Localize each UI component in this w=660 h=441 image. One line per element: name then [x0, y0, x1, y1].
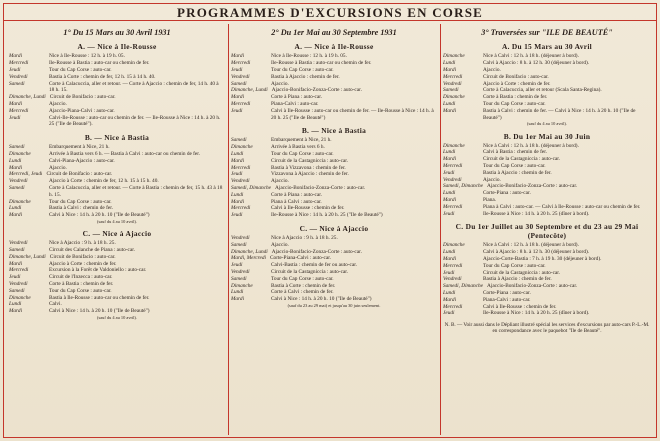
itinerary-text: Calvi à Nice : 14 h. à 20 h. 10 ("Ile de Beauté"): [49, 308, 150, 315]
day-label: Dimanche: [443, 242, 465, 249]
itinerary-row: [9, 165, 225, 172]
day-label: Dimanche: [443, 94, 465, 101]
itinerary-text: Corte à Bastia : chemin de fer.: [483, 94, 548, 101]
day-label: Lundi: [443, 190, 456, 197]
itinerary-text: Ajaccio à Corte : chemin de fer.: [49, 260, 117, 267]
itinerary-text: Ile-Rousse à Bastia : auto-car ou chemin de fer.: [271, 60, 372, 67]
itinerary-text: Piana-Calvi : auto-car.: [271, 101, 319, 107]
day-label: Jeudi: [443, 310, 455, 317]
route-note: (sauf du 23 au 29 mai) et jusqu'au 30 juin seulement.: [287, 302, 381, 308]
day-label: Vendredi: [443, 80, 462, 87]
itinerary-row: [231, 235, 437, 242]
itinerary-text: Vizzavona à Ajaccio : chemin de fer.: [271, 171, 349, 178]
itinerary-text: Calvi.: [49, 301, 62, 308]
itinerary-row: [231, 249, 437, 256]
itinerary-text: Piana à Calvi : auto-car.: [271, 198, 322, 205]
itinerary-text: Ajaccio-Corte-Bastia : 7 h. à 19 h. 30 (déjeuner à bord).: [483, 255, 602, 262]
day-label: Mercredi: [9, 267, 29, 274]
itinerary-text: Tour du Cap Corse : auto-car.: [483, 262, 546, 269]
day-label: Dimanche: [9, 294, 31, 301]
itinerary-row: [443, 87, 651, 94]
itinerary-row: [9, 247, 225, 254]
day-label: Mardi: [231, 198, 245, 205]
itinerary-text: Ajaccio.: [271, 80, 289, 87]
day-label: Vendredi: [231, 234, 250, 241]
itinerary-text: Piana-Calvi : auto-car.: [483, 296, 531, 303]
column-heading: 2° Du 1er Mai au 30 Septembre 1931: [271, 28, 397, 37]
day-label: Mercredi: [231, 60, 251, 67]
itinerary-text: Circuit de Bonifacio : auto-car.: [483, 73, 549, 80]
itinerary-text: Circuit de l'Inzecca : auto-car.: [49, 274, 113, 281]
day-label: Mardi: [231, 94, 245, 101]
day-label: Mardi: [9, 260, 23, 267]
itinerary-row: [443, 67, 651, 74]
day-label: Jeudi: [9, 114, 21, 121]
day-label: Lundi: [231, 191, 244, 198]
itinerary-text: Calvi à Bastia : chemin de fer.: [483, 149, 547, 156]
itinerary-text: Nice à Calvi : 12 h. à 18 h. (déjeuner à bord).: [483, 242, 579, 249]
itinerary-text: Tour du Cap Corse : auto-car.: [483, 101, 546, 107]
itinerary-text: Nice à Ajaccio : 9 h. à 18 h. 25.: [271, 234, 338, 241]
day-label: Mardi, Mercredi: [231, 255, 267, 262]
itinerary-text: Tour du Cap Corse : auto-car.: [271, 150, 334, 157]
itinerary-row: [231, 60, 437, 67]
day-label: Mardi: [443, 196, 457, 203]
itinerary-row: [9, 288, 225, 295]
itinerary-text: Circuit de la Castagniccia : auto-car.: [483, 269, 561, 276]
itinerary-row: [231, 185, 437, 192]
day-label: Samedi: [9, 144, 25, 151]
day-label: Mardi: [9, 212, 23, 219]
day-label: Dimanche: [231, 282, 253, 289]
itinerary-text: Corte-Piana-Calvi : auto-car.: [270, 255, 332, 262]
itinerary-text: Circuit de Bonifacio : auto-car.: [49, 94, 116, 101]
itinerary-row: [443, 101, 651, 108]
route-heading: B. — Nice à Bastia: [84, 133, 150, 143]
itinerary-row: [9, 115, 225, 129]
itinerary-row: [9, 74, 225, 81]
itinerary-row: [443, 197, 651, 204]
day-label: Vendredi: [443, 276, 462, 283]
itinerary-row: [9, 81, 225, 95]
day-label: Jeudi: [231, 67, 243, 74]
itinerary-row: [443, 183, 651, 190]
day-label: Jeudi: [231, 107, 243, 114]
day-label: Samedi: [231, 275, 247, 282]
itinerary-row: [443, 190, 651, 197]
day-label: Dimanche: [443, 53, 465, 60]
itinerary-text: Nice à Calvi : 12 h. à 18 h. (déjeuner à bord).: [483, 142, 579, 149]
itinerary-row: [231, 87, 437, 94]
day-label: Mardi: [443, 156, 457, 163]
itinerary-row: [9, 101, 225, 108]
itinerary-row: [443, 211, 651, 218]
day-label: Vendredi: [231, 268, 250, 275]
itinerary-text: Ajaccio-Bonifacio-Zonza-Corte : auto-car.: [275, 184, 366, 191]
itinerary-text: Tour du Cap Corse : auto-car.: [49, 67, 112, 74]
itinerary-text: Tour du Cap Corse : auto-car.: [49, 198, 112, 205]
route-heading: B. Du 1er Mai au 30 Juin: [503, 131, 591, 141]
itinerary-row: [231, 108, 437, 122]
itinerary-text: Ajaccio.: [271, 178, 289, 185]
itinerary-text: Nice à Ajaccio : 9 h. à 18 h. 25.: [49, 240, 116, 247]
itinerary-row: [9, 144, 225, 151]
itinerary-row: [443, 94, 651, 101]
route-heading: C. — Nice à Ajaccio: [299, 223, 369, 233]
day-label: Mardi: [9, 101, 23, 107]
day-label: Samedi: [231, 241, 247, 248]
itinerary-text: Excursion à la Forêt de Valdoniello : auto-car.: [49, 267, 147, 274]
itinerary-row: [443, 163, 651, 170]
day-label: Jeudi: [231, 171, 243, 178]
day-label: Mercredi: [443, 303, 463, 310]
day-label: Mercredi: [443, 73, 463, 80]
day-label: Mercredi: [9, 107, 29, 114]
day-label: Dimanche: [9, 198, 31, 205]
itinerary-row: [443, 156, 651, 163]
column-heading: 3° Traversées sur "ILE DE BEAUTÉ": [481, 28, 613, 37]
day-label: Dimanche, Lundi: [231, 248, 268, 255]
itinerary-row: [9, 274, 225, 281]
itinerary-text: Ile-Rousse à Nice : 14 h. à 20 h. 25 ("Ile de Beauté"): [271, 212, 383, 219]
columns: [6, 24, 654, 435]
day-label: Dimanche, Lundi: [9, 94, 46, 101]
itinerary-text: Nice à Ile-Rousse : 12 h. à 19 h. 05.: [271, 53, 347, 60]
itinerary-row: [231, 283, 437, 290]
day-label: Vendredi: [231, 73, 250, 80]
itinerary-row: [9, 240, 225, 247]
itinerary-text: Circuit des Calanche de Piana : auto-car.: [49, 246, 136, 253]
day-label: Mercredi: [231, 164, 251, 171]
itinerary-text: Arrivée à Bastia vers 6 h.: [271, 144, 325, 151]
day-label: Mardi: [443, 296, 457, 303]
itinerary-text: Ajaccio-Bonifacio-Zonza-Corte : auto-car.: [271, 87, 362, 94]
itinerary-text: Ajaccio à Corte : chemin de fer, 12 h. 15 à 15 h. 40.: [49, 178, 159, 185]
day-label: Mardi: [443, 255, 457, 262]
day-label: Mercredi: [9, 60, 29, 67]
day-label: Lundi: [443, 60, 456, 67]
itinerary-row: [443, 149, 651, 156]
itinerary-text: Calvi à Ajaccio : 8 h. à 12 h. 30 (déjeuner à bord).: [483, 249, 590, 256]
itinerary-text: Ajaccio à Corte : chemin de fer.: [483, 80, 551, 87]
itinerary-row: [231, 101, 437, 108]
footnote: N. B. — Voir aussi dans le Dépliant illustré spécial les services d'excursions par auto-cars P.-L.-M. en correspondance avec le paquebot "Ile de Beauté".: [444, 322, 650, 335]
itinerary-row: [9, 94, 225, 101]
itinerary-text: Embarquement à Nice, 21 h.: [271, 137, 332, 144]
day-label: Vendredi: [9, 280, 28, 287]
column-1: [6, 24, 228, 435]
day-label: Lundi: [443, 249, 456, 256]
itinerary-text: Ajaccio.: [483, 176, 501, 183]
route-heading: A. Du 15 Mars au 30 Avril: [501, 42, 593, 52]
day-label: Dimanche, Lundi: [231, 87, 268, 94]
day-label: Dimanche: [231, 144, 253, 151]
itinerary-row: [9, 267, 225, 274]
column-3: [440, 24, 654, 435]
itinerary-text: Bastia à Ajaccio : chemin de fer.: [271, 73, 340, 80]
day-label: Samedi: [231, 80, 247, 87]
day-label: Jeudi: [231, 212, 243, 219]
day-label: Mardi: [9, 164, 23, 171]
itinerary-row: [231, 212, 437, 219]
itinerary-text: Corte-Piana : auto-car.: [483, 190, 531, 197]
column-2: [228, 24, 440, 435]
itinerary-text: Calvi à Ile-Rousse : chemin de fer.: [483, 303, 557, 310]
itinerary-text: Corte à Bastia : chemin de fer.: [49, 280, 114, 287]
itinerary-text: Nice à Calvi : 12 h. à 18 h. (déjeuner à bord).: [483, 53, 579, 60]
itinerary-text: Calvi à Ile-Rousse : chemin de fer.: [271, 205, 345, 212]
itinerary-row: [443, 310, 651, 317]
itinerary-row: [443, 290, 651, 297]
day-label: Jeudi: [231, 262, 243, 269]
day-label: Dimanche: [9, 150, 31, 157]
itinerary-text: Corte-Piana : auto-car.: [483, 289, 531, 296]
itinerary-row: [9, 295, 225, 302]
itinerary-text: Nice à Ile-Rousse : 12 h. à 19 h. 05.: [49, 53, 125, 60]
day-label: Lundi: [9, 301, 22, 308]
itinerary-text: Ajaccio.: [483, 67, 501, 74]
itinerary-row: [9, 108, 225, 115]
day-label: Mardi: [443, 67, 457, 74]
day-label: Mardi: [443, 107, 457, 114]
day-label: Mercredi, Jeudi: [9, 171, 43, 178]
day-label: Mardi: [231, 53, 245, 60]
itinerary-row: [231, 192, 437, 199]
day-label: Lundi: [231, 150, 244, 157]
itinerary-row: [9, 60, 225, 67]
itinerary-text: Ajaccio.: [49, 164, 67, 171]
itinerary-row: [443, 74, 651, 81]
itinerary-row: [231, 144, 437, 151]
itinerary-row: [231, 137, 437, 144]
itinerary-text: Calvi-Bastia : chemin de fer ou auto-car.: [271, 262, 358, 269]
itinerary-text: Calvi à Ile-Rousse : auto-car ou chemin de fer. — Ile-Rousse à Nice : 14 h. à 20 h. 25 ("Ile de Beauté"): [271, 107, 434, 121]
itinerary-text: Ajaccio.: [271, 241, 289, 248]
itinerary-row: [9, 151, 225, 158]
day-label: Lundi: [443, 101, 456, 107]
itinerary-text: Embarquement à Nice, 21 h.: [49, 144, 110, 151]
day-label: Lundi: [443, 149, 456, 156]
itinerary-text: Calvi à Ajaccio : 8 h. à 12 h. 30 (déjeuner à bord).: [483, 60, 590, 67]
itinerary-row: [9, 212, 225, 219]
day-label: Jeudi: [9, 67, 21, 74]
itinerary-text: Tour du Cap Corse : auto-car.: [49, 287, 112, 294]
itinerary-row: [9, 67, 225, 74]
itinerary-text: Piana.: [483, 196, 497, 203]
itinerary-text: Bastia à Vizzavona : chemin de fer.: [271, 164, 346, 171]
day-label: Jeudi: [443, 169, 455, 176]
itinerary-text: Arrivée à Bastia vers 6 h. — Bastia à Calvi : auto-car ou chemin de fer.: [49, 150, 201, 157]
itinerary-text: Corte à Calacuccia, aller et retour. — Corte à Bastia : chemin de fer, 15 h. 43 à 18 h. 15.: [49, 184, 223, 198]
day-label: Mardi: [9, 308, 23, 315]
itinerary-row: [443, 60, 651, 67]
day-label: Mardi: [231, 157, 245, 164]
day-label: Samedi: [9, 184, 25, 191]
itinerary-row: [443, 143, 651, 150]
itinerary-row: [443, 297, 651, 304]
itinerary-text: Circuit de Bonifacio : auto-car.: [46, 171, 113, 178]
itinerary-row: [443, 283, 651, 290]
day-label: Samedi, Dimanche: [231, 184, 272, 191]
itinerary-row: [231, 262, 437, 269]
route-note: (sauf du 4 au 10 avril).: [97, 218, 137, 224]
itinerary-text: Circuit de la Castagniccia : auto-car.: [271, 268, 349, 275]
itinerary-text: Ajaccio-Bonifacio-Zonza-Corte : auto-car.: [487, 283, 578, 290]
itinerary-text: Tour du Cap Corse : auto-car.: [271, 67, 334, 74]
route-note: (sauf du 4 au 10 avril).: [97, 314, 137, 320]
itinerary-text: Calvi-Piana-Ajaccio : auto-car.: [49, 157, 115, 164]
day-label: Vendredi: [9, 240, 28, 247]
day-label: Samedi: [231, 137, 247, 144]
itinerary-text: Ile-Rousse à Bastia : auto-car ou chemin de fer.: [49, 60, 150, 67]
itinerary-row: [231, 67, 437, 74]
day-label: Mardi: [9, 53, 23, 60]
day-label: Mercredi: [231, 101, 251, 107]
itinerary-row: [231, 242, 437, 249]
day-label: Lundi: [9, 157, 22, 164]
itinerary-row: [231, 158, 437, 165]
route-note: (sauf du 4 au 10 avril).: [527, 121, 567, 127]
itinerary-text: Corte à Piana : auto-car.: [271, 94, 323, 101]
itinerary-row: [231, 296, 437, 303]
itinerary-row: [443, 263, 651, 270]
itinerary-text: Calvi à Nice : 14 h. à 20 h. 10 ("Ile de Beauté"): [49, 212, 150, 219]
itinerary-text: Ajaccio-Piana-Calvi : auto-car.: [49, 107, 115, 114]
itinerary-row: [9, 254, 225, 261]
itinerary-text: Piana à Calvi : auto-car. — Calvi à Ile-Rousse : auto-car ou chemin de fer.: [483, 203, 641, 210]
day-label: Mercredi: [443, 162, 463, 169]
itinerary-row: [443, 256, 651, 263]
day-label: Vendredi: [231, 178, 250, 185]
itinerary-text: Ile-Rousse à Nice : 14 h. à 20 h. 25 (dîner à bord).: [483, 310, 590, 317]
route-heading: C. — Nice à Ajaccio: [82, 229, 152, 239]
itinerary-row: [9, 158, 225, 165]
day-label: Jeudi: [443, 269, 455, 276]
day-label: Vendredi: [443, 176, 462, 183]
itinerary-row: [9, 308, 225, 315]
itinerary-row: [231, 94, 437, 101]
itinerary-text: Tour du Cap Corse : auto-car.: [483, 162, 546, 169]
itinerary-row: [9, 185, 225, 199]
day-label: Jeudi: [9, 274, 21, 281]
day-label: Mercredi: [231, 205, 251, 212]
day-label: Samedi: [443, 87, 459, 94]
day-label: Lundi: [443, 289, 456, 296]
route-heading: A. — Nice à Ile-Rousse: [77, 42, 157, 52]
itinerary-text: Circuit de la Castagniccia : auto-car.: [483, 156, 561, 163]
itinerary-text: Bastia à Corte : chemin de fer.: [271, 282, 336, 289]
day-label: Dimanche, Lundi: [9, 253, 46, 260]
itinerary-text: Calvi-Ile-Rousse : auto-car ou chemin de fer. — Ile-Rousse à Nice : 14 h. à 20 h. 25 ("Ile de Beauté").: [49, 114, 221, 128]
page-title: PROGRAMMES D'EXCURSIONS EN CORSE: [176, 5, 483, 20]
itinerary-row: [443, 249, 651, 256]
day-label: Samedi, Dimanche: [443, 283, 484, 290]
route-heading: A. — Nice à Ile-Rousse: [294, 42, 374, 52]
itinerary-text: Bastia à Ile-Rousse : auto-car ou chemin de fer.: [49, 294, 150, 301]
itinerary-text: Tour du Cap Corse : auto-car.: [271, 275, 334, 282]
itinerary-row: [9, 178, 225, 185]
itinerary-row: [443, 204, 651, 211]
itinerary-text: Corte à Piana : auto-car.: [271, 191, 323, 198]
itinerary-text: Ajaccio.: [49, 101, 67, 107]
itinerary-row: [9, 261, 225, 268]
itinerary-row: [231, 178, 437, 185]
itinerary-text: Ile-Rousse à Nice : 14 h. à 20 h. 25 (dîner à bord).: [483, 210, 590, 217]
itinerary-text: Bastia à Calvi : chemin de fer.: [49, 205, 113, 212]
itinerary-text: Corte à Calacuccia, aller et retour (Scala Santa-Regina).: [483, 87, 602, 94]
day-label: Vendredi: [9, 73, 28, 80]
itinerary-text: Ajaccio-Bonifacio-Zonza-Corte : auto-car.: [271, 248, 362, 255]
itinerary-text: Ajaccio-Bonifacio-Zonza-Corte : auto-car.: [487, 183, 578, 190]
route-heading: B. — Nice à Bastia: [301, 126, 367, 136]
itinerary-text: Bastia à Calvi : chemin de fer. — Calvi à Nice : 14 h. à 20 h. 10 ("Ile de Beauté"): [483, 107, 636, 121]
itinerary-text: Corte à Calvi : chemin de fer.: [271, 289, 334, 296]
itinerary-row: [231, 171, 437, 178]
day-label: Samedi: [9, 80, 25, 87]
column-heading: 1° Du 15 Mars au 30 Avril 1931: [63, 28, 171, 37]
route-heading: C. Du 1er Juillet au 30 Septembre et du 23 au 29 Mai (Pentecôte): [455, 222, 639, 241]
itinerary-text: Calvi à Nice : 14 h. à 20 h. 10 ("Ile de Beauté"): [271, 296, 372, 303]
itinerary-row: [231, 276, 437, 283]
itinerary-text: Circuit de Bonifacio : auto-car.: [49, 253, 116, 260]
day-label: Vendredi: [9, 178, 28, 185]
day-label: Samedi: [9, 287, 25, 294]
itinerary-text: Bastia à Ajaccio : chemin de fer.: [483, 276, 552, 283]
day-label: Mercredi: [443, 203, 463, 210]
day-label: Lundi: [231, 289, 244, 296]
itinerary-text: Circuit de la Castagniccia : auto-car.: [271, 157, 349, 164]
itinerary-row: [231, 151, 437, 158]
day-label: Dimanche: [443, 142, 465, 149]
day-label: Samedi: [9, 246, 25, 253]
itinerary-row: [443, 170, 651, 177]
itinerary-row: [9, 281, 225, 288]
itinerary-text: Corte à Calacuccia, aller et retour. — Corte à Ajaccio : chemin de fer, 14 h. 40 à 18 h. 15.: [49, 80, 219, 94]
itinerary-row: [231, 269, 437, 276]
itinerary-row: [231, 74, 437, 81]
itinerary-text: Bastia à Ajaccio : chemin de fer.: [483, 169, 552, 176]
itinerary-row: [9, 199, 225, 206]
day-label: Samedi, Dimanche: [443, 183, 484, 190]
itinerary-text: Bastia à Corte : chemin de fer, 12 h. 15 à 14 h. 40.: [49, 73, 156, 80]
itinerary-row: [443, 108, 651, 122]
day-label: Mercredi: [443, 262, 463, 269]
title-divider: [4, 20, 656, 21]
day-label: Mardi: [231, 296, 245, 303]
day-label: Lundi: [9, 205, 22, 212]
day-label: Jeudi: [443, 210, 455, 217]
